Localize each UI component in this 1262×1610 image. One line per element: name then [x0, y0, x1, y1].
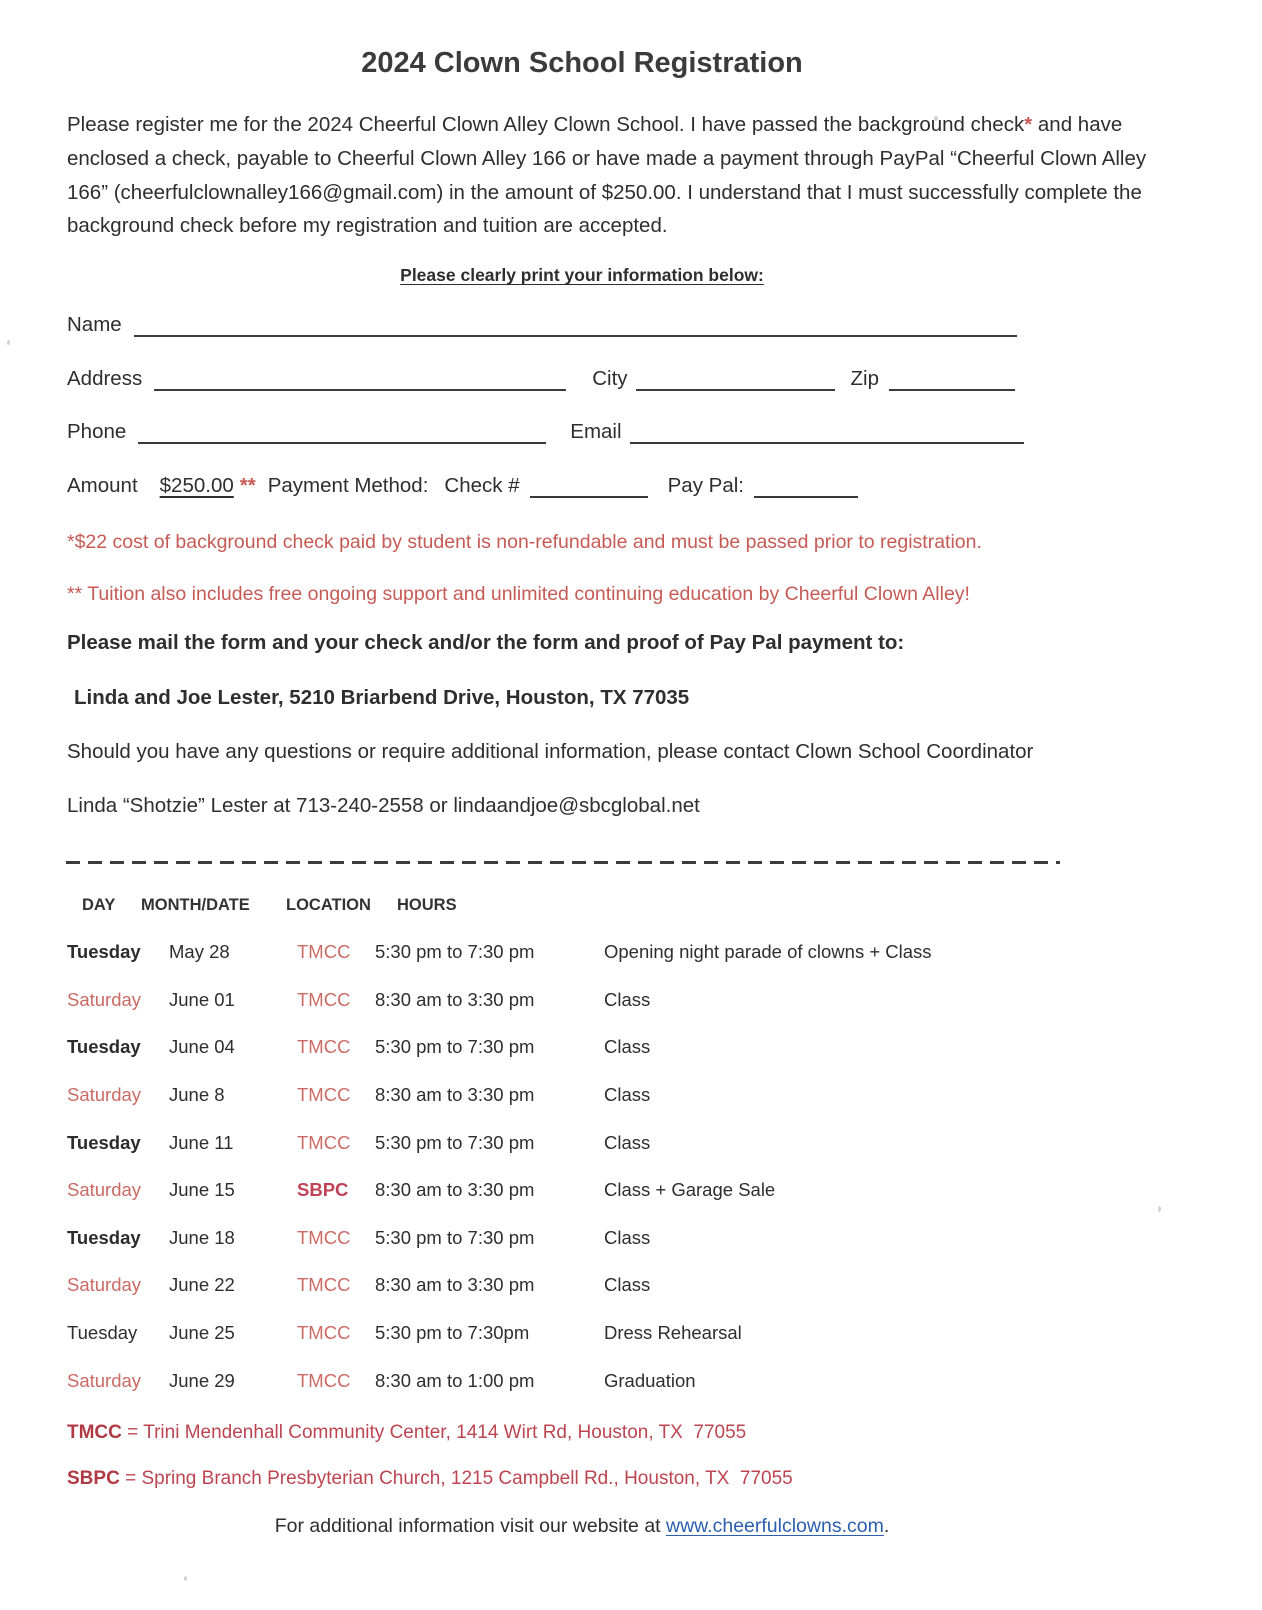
header-date: MONTH/DATE [141, 896, 250, 915]
schedule-date: June 25 [169, 1321, 235, 1343]
city-label: City [592, 367, 628, 391]
schedule-row [67, 1321, 1262, 1369]
mail-address: Linda and Joe Lester, 5210 Briarbend Drive, Houston, TX 77035 [74, 686, 690, 710]
amount-value: $250.00 [159, 474, 234, 498]
schedule-day: Saturday [67, 988, 142, 1010]
schedule-date: June 29 [169, 1369, 235, 1391]
schedule-hours: 8:30 am to 3:30 pm [375, 1179, 535, 1201]
schedule-location: TMCC [297, 1131, 351, 1153]
schedule-day: Tuesday [67, 1321, 138, 1343]
schedule-location: SBPC [297, 1179, 349, 1201]
schedule-event: Opening night parade of clowns + Class [604, 941, 932, 963]
schedule-location: TMCC [297, 988, 351, 1010]
schedule-day: Saturday [67, 1274, 142, 1296]
schedule-event: Class [604, 988, 651, 1010]
schedule-day: Tuesday [67, 1226, 141, 1248]
schedule-event: Class [604, 1226, 651, 1248]
tmcc-abbr: TMCC [67, 1422, 122, 1444]
intro-text-after: and have enclosed a check, payable to Cheerful Clown Alley 166 or have made a payment through PayPal “Cheerful Clown Alley 166” (cheerfulclownalley166@gmail.com) in the amount of $250.00. I understand that I must successfully complete the background check before my registration and tuition are accepted. [67, 113, 1147, 238]
schedule-header [67, 896, 1262, 918]
header-hours: HOURS [397, 896, 457, 915]
page-title: 2024 Clown School Registration [361, 47, 803, 79]
city-blank-line [636, 367, 835, 391]
schedule-hours: 5:30 pm to 7:30 pm [375, 941, 535, 963]
schedule-date: June 8 [169, 1083, 225, 1105]
schedule-location: TMCC [297, 941, 351, 963]
schedule-event: Class [604, 1274, 651, 1296]
email-label: Email [570, 420, 622, 444]
phone-row [67, 417, 1262, 447]
scan-artifact [7, 340, 10, 345]
payment-method-label: Payment Method: [267, 474, 429, 498]
schedule-date: June 15 [169, 1179, 235, 1201]
schedule-location: TMCC [297, 1036, 351, 1058]
schedule-hours: 5:30 pm to 7:30 pm [375, 1226, 535, 1248]
check-number-blank-line [530, 474, 648, 498]
sbpc-abbr: SBPC [67, 1468, 120, 1490]
schedule-hours: 5:30 pm to 7:30pm [375, 1321, 530, 1343]
check-number-label: Check # [444, 474, 520, 498]
schedule-day: Saturday [67, 1179, 142, 1201]
intro-paragraph [67, 108, 1192, 243]
schedule-row [67, 1035, 1262, 1083]
schedule-location: TMCC [297, 1083, 351, 1105]
schedule-event: Dress Rehearsal [604, 1321, 742, 1343]
schedule-hours: 8:30 am to 1:00 pm [375, 1369, 535, 1391]
address-row [67, 364, 1262, 394]
amount-row [67, 471, 1262, 501]
header-day: DAY [82, 896, 116, 915]
scan-artifact [1158, 1206, 1161, 1212]
schedule-day: Saturday [67, 1369, 142, 1391]
schedule-hours: 8:30 am to 3:30 pm [375, 1274, 535, 1296]
schedule-location: TMCC [297, 1274, 351, 1296]
schedule-date: June 11 [169, 1131, 234, 1153]
schedule-row [67, 1226, 1262, 1274]
scan-artifact [934, 116, 938, 121]
print-instruction-text: Please clearly print your information below: [400, 265, 764, 286]
schedule-row [67, 940, 1262, 988]
header-location: LOCATION [286, 896, 371, 915]
schedule-date: June 22 [169, 1274, 235, 1296]
tuition-note: ** Tuition also includes free ongoing support and unlimited continuing education by Cheerful Clown Alley! [67, 583, 970, 606]
name-label: Name [67, 313, 122, 337]
website-link[interactable]: www.cheerfulclowns.com [666, 1515, 884, 1538]
contact-instruction: Should you have any questions or require additional information, please contact Clown School Coordinator [67, 740, 1034, 764]
print-instruction [67, 265, 1097, 286]
schedule-location: TMCC [297, 1226, 351, 1248]
email-blank-line [630, 420, 1024, 444]
schedule-hours: 8:30 am to 3:30 pm [375, 988, 535, 1010]
schedule-date: June 01 [169, 988, 235, 1010]
background-check-note: *$22 cost of background check paid by student is non-refundable and must be passed prior to registration. [67, 531, 982, 554]
amount-label: Amount [67, 474, 138, 498]
address-blank-line [154, 367, 566, 391]
schedule-location: TMCC [297, 1369, 351, 1391]
schedule-day: Tuesday [67, 941, 141, 963]
phone-blank-line [138, 420, 546, 444]
schedule-table [67, 940, 1262, 1416]
schedule-row [67, 1273, 1262, 1321]
tuition-asterisks: ** [239, 474, 256, 498]
schedule-day: Tuesday [67, 1036, 141, 1058]
tmcc-legend [67, 1420, 1262, 1445]
schedule-event: Class [604, 1036, 651, 1058]
zip-label: Zip [850, 367, 880, 391]
zip-blank-line [889, 367, 1015, 391]
tmcc-definition: = Trini Mendenhall Community Center, 1414 Wirt Rd, Houston, TX 77055 [121, 1422, 747, 1444]
address-label: Address [67, 367, 143, 391]
footer-line [67, 1513, 1097, 1539]
paypal-label: Pay Pal: [667, 474, 744, 498]
schedule-row [67, 1131, 1262, 1179]
schedule-row [67, 1369, 1262, 1417]
sbpc-legend [67, 1466, 1262, 1491]
schedule-event: Graduation [604, 1369, 696, 1391]
footer-text: For additional information visit our website at [274, 1515, 667, 1538]
schedule-date: June 04 [169, 1036, 235, 1058]
name-row [67, 310, 1262, 340]
schedule-date: May 28 [169, 941, 230, 963]
schedule-hours: 8:30 am to 3:30 pm [375, 1083, 535, 1105]
schedule-row [67, 1083, 1262, 1131]
mail-instruction: Please mail the form and your check and/or the form and proof of Pay Pal payment to: [67, 631, 905, 655]
background-check-asterisk: * [1024, 113, 1033, 136]
schedule-day: Tuesday [67, 1131, 141, 1153]
schedule-row [67, 1178, 1262, 1226]
sbpc-definition: = Spring Branch Presbyterian Church, 1215 Campbell Rd., Houston, TX 77055 [119, 1468, 793, 1490]
schedule-hours: 5:30 pm to 7:30 pm [375, 1036, 535, 1058]
schedule-event: Class + Garage Sale [604, 1179, 776, 1201]
schedule-date: June 18 [169, 1226, 235, 1248]
scan-artifact [184, 1576, 187, 1581]
coordinator-contact: Linda “Shotzie” Lester at 713-240-2558 or lindaandjoe@sbcglobal.net [67, 794, 700, 818]
dashed-divider [66, 861, 1060, 864]
registration-form-page [0, 46, 1262, 1610]
name-blank-line [134, 313, 1017, 337]
footer-period: . [883, 1515, 890, 1538]
schedule-event: Class [604, 1083, 651, 1105]
intro-text-before: Please register me for the 2024 Cheerful Clown Alley Clown School. I have passed the background check [67, 113, 1025, 136]
schedule-event: Class [604, 1131, 651, 1153]
schedule-location: TMCC [297, 1321, 351, 1343]
schedule-day: Saturday [67, 1083, 142, 1105]
schedule-row [67, 988, 1262, 1036]
schedule-hours: 5:30 pm to 7:30 pm [375, 1131, 535, 1153]
paypal-blank-line [754, 474, 858, 498]
phone-label: Phone [67, 420, 127, 444]
